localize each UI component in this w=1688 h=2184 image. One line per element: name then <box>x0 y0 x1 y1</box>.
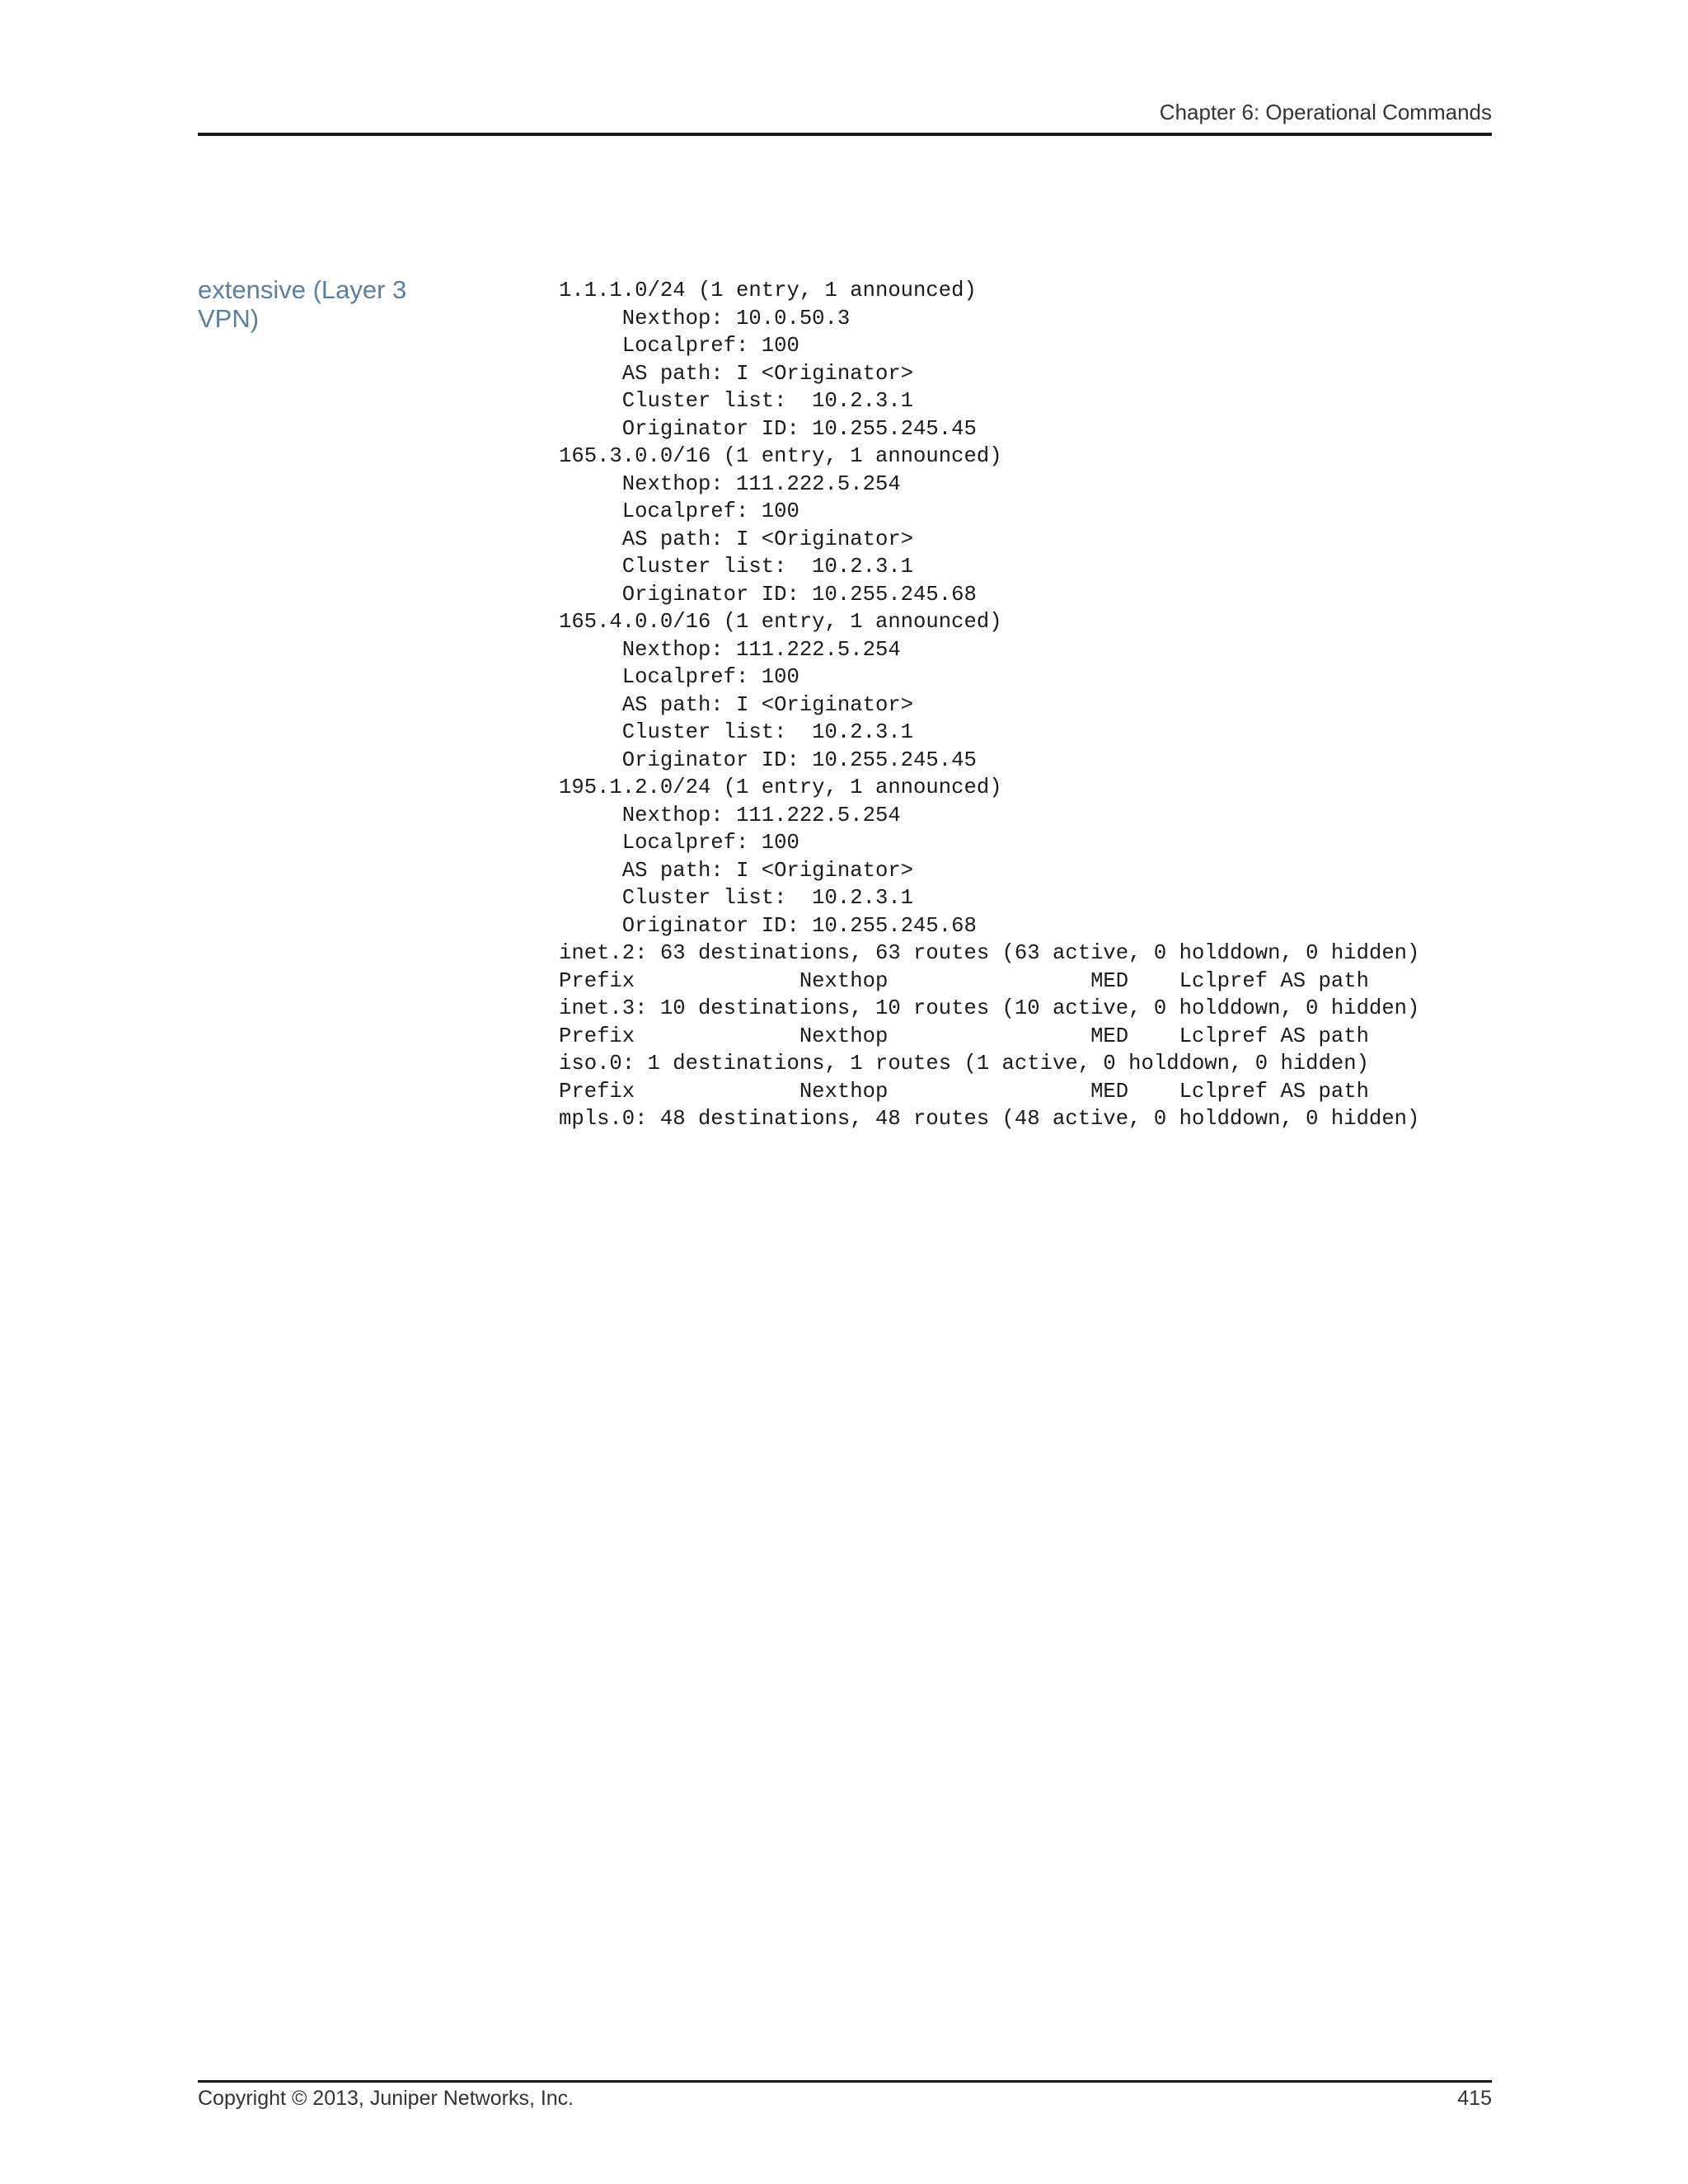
code-line: Localpref: 100 <box>559 499 799 523</box>
code-line: Nexthop: 111.222.5.254 <box>559 803 901 827</box>
section-title-line-2: VPN) <box>198 304 260 333</box>
code-line: Prefix Nexthop MED Lclpref AS path <box>559 1079 1369 1104</box>
code-line: AS path: I <Originator> <box>559 858 914 883</box>
code-line: Cluster list: 10.2.3.1 <box>559 720 914 744</box>
code-line: AS path: I <Originator> <box>559 527 914 551</box>
code-line: 165.4.0.0/16 (1 entry, 1 announced) <box>559 610 1002 634</box>
code-line: Originator ID: 10.255.245.45 <box>559 748 977 772</box>
code-line: Localpref: 100 <box>559 334 799 358</box>
code-line: Prefix Nexthop MED Lclpref AS path <box>559 968 1369 993</box>
code-line: Originator ID: 10.255.245.45 <box>559 416 977 441</box>
running-header-chapter: Chapter 6: Operational Commands <box>1159 100 1492 124</box>
code-line: Cluster list: 10.2.3.1 <box>559 886 914 910</box>
code-line: Cluster list: 10.2.3.1 <box>559 555 914 579</box>
code-line: Originator ID: 10.255.245.68 <box>559 582 977 607</box>
code-line: AS path: I <Originator> <box>559 692 914 717</box>
section-title-line-1: extensive (Layer 3 <box>198 275 407 304</box>
header-rule <box>198 133 1492 136</box>
code-line: inet.3: 10 destinations, 10 routes (10 active, 0 holddown, 0 hidden) <box>559 996 1420 1020</box>
code-line: inet.2: 63 destinations, 63 routes (63 active, 0 holddown, 0 hidden) <box>559 941 1420 965</box>
page-number: 415 <box>1457 2087 1492 2110</box>
code-line: AS path: I <Originator> <box>559 361 914 386</box>
code-line: Nexthop: 111.222.5.254 <box>559 471 901 496</box>
code-line: 1.1.1.0/24 (1 entry, 1 announced) <box>559 279 977 302</box>
code-line: Cluster list: 10.2.3.1 <box>559 389 914 413</box>
footer-copyright: Copyright © 2013, Juniper Networks, Inc. <box>198 2087 574 2110</box>
code-line: iso.0: 1 destinations, 1 routes (1 active, 0 holddown, 0 hidden) <box>559 1052 1369 1076</box>
code-line: 195.1.2.0/24 (1 entry, 1 announced) <box>559 776 1002 799</box>
section-title <box>198 275 470 333</box>
code-line: mpls.0: 48 destinations, 48 routes (48 active, 0 holddown, 0 hidden) <box>559 1107 1420 1131</box>
code-line: 165.3.0.0/16 (1 entry, 1 announced) <box>559 444 1002 468</box>
code-line: Originator ID: 10.255.245.68 <box>559 913 977 938</box>
footer-rule <box>198 2080 1492 2083</box>
code-line: Localpref: 100 <box>559 831 799 855</box>
cli-output-block <box>559 277 1482 1133</box>
code-line: Nexthop: 111.222.5.254 <box>559 637 901 662</box>
code-line: Prefix Nexthop MED Lclpref AS path <box>559 1024 1369 1048</box>
code-line: Localpref: 100 <box>559 665 799 689</box>
code-line: Nexthop: 10.0.50.3 <box>559 306 851 330</box>
